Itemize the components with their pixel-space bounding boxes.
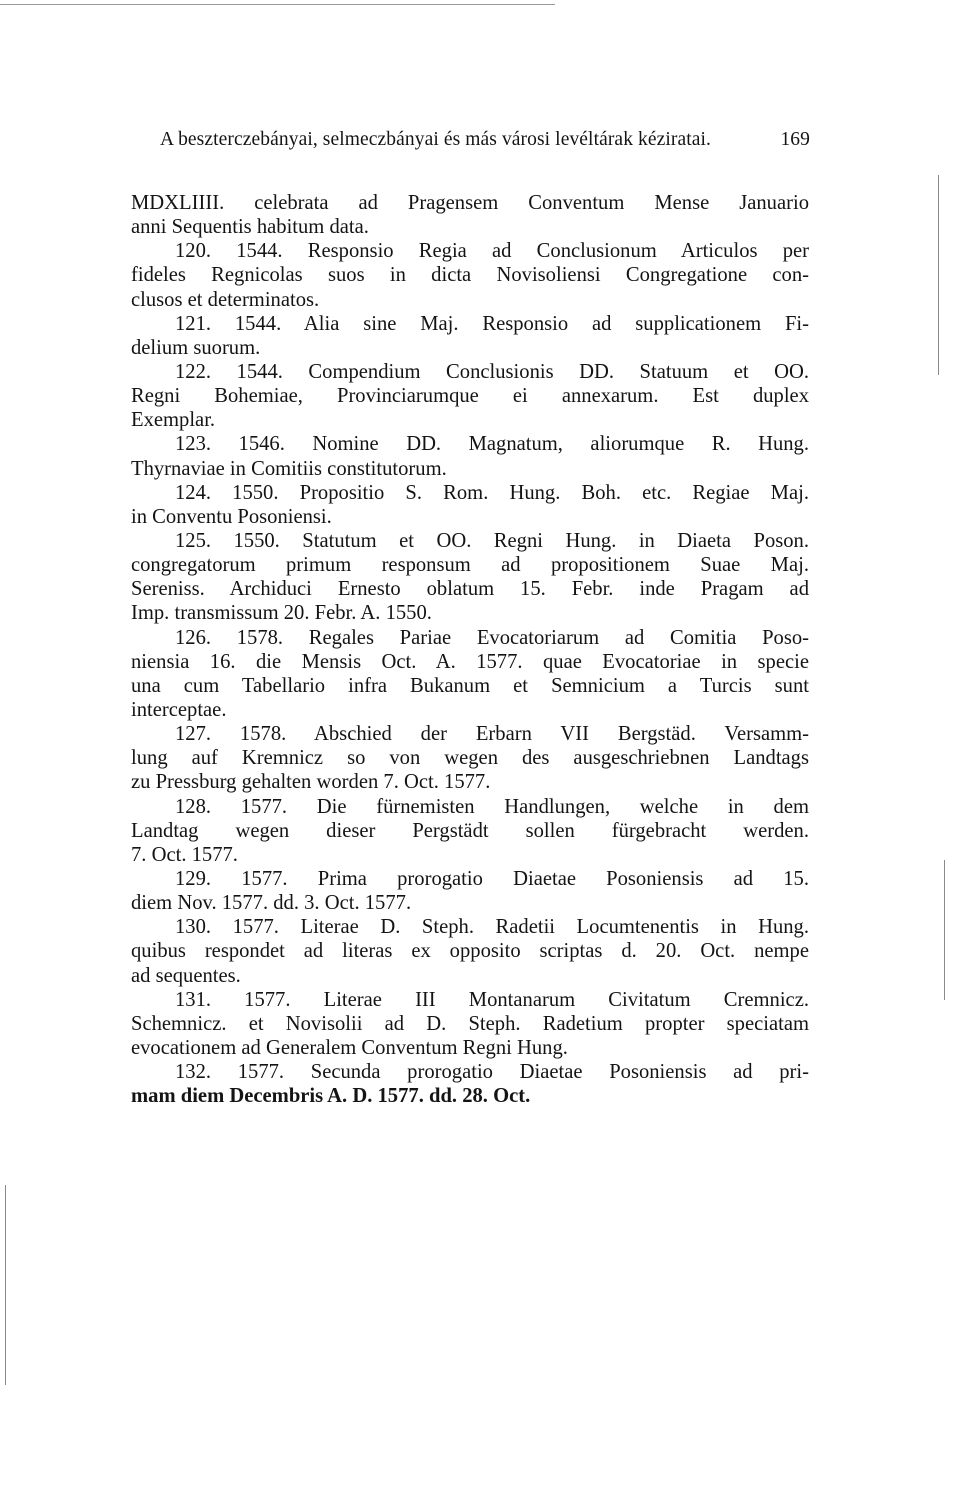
text-line: fideles Regnicolas suos in dicta Novisoliensi Congregatione con- [131,264,809,287]
text-line: quibus respondet ad literas ex opposito scriptas d. 20. Oct. nempe [131,940,809,963]
text-line: evocationem ad Generalem Conventum Regni Hung. [131,1036,568,1059]
text-line: Schemnicz. et Novisolii ad D. Steph. Radetium propter speciatam [131,1012,809,1035]
text-line: Landtag wegen dieser Pergstädt sollen fürgebracht werden. [131,819,809,842]
text-line: 125. 1550. Statutum et OO. Regni Hung. in Diaeta Poson. [175,529,809,552]
text-line: 121. 1544. Alia sine Maj. Responsio ad supplicationem Fi- [175,312,809,335]
page-number: 169 [780,129,810,150]
text-line: 131. 1577. Literae III Montanarum Civitatum Cremnicz. [175,988,809,1011]
text-line: Imp. transmissum 20. Febr. A. 1550. [131,602,432,625]
text-line: 130. 1577. Literae D. Steph. Radetii Locumtenentis in Hung. [175,916,809,939]
margin-line [5,1185,6,1385]
text-line: 127. 1578. Abschied der Erbarn VII Bergstäd. Versamm- [175,723,809,746]
text-line: interceptae. [131,698,227,721]
text-line: 132. 1577. Secunda prorogatio Diaetae Posoniensis ad pri- [175,1061,809,1084]
text-line: 126. 1578. Regales Pariae Evocatoriarum ad Comitia Poso- [175,626,809,649]
text-line: 124. 1550. Propositio S. Rom. Hung. Boh. etc. Regiae Maj. [175,481,809,504]
text-line: 120. 1544. Responsio Regia ad Conclusionum Articulos per [175,240,809,263]
text-line: 129. 1577. Prima prorogatio Diaetae Posoniensis ad 15. [175,867,809,890]
text-line: 128. 1577. Die fürnemisten Handlungen, welche in dem [175,795,809,818]
text-line: mam diem Decembris A. D. 1577. dd. 28. Oct. [131,1085,531,1108]
page-top-rule [0,4,555,5]
text-line: clusos et determinatos. [131,288,320,311]
text-line: MDXLIIII. celebrata ad Pragensem Conventum Mense Januario [131,192,809,214]
text-line: una cum Tabellario infra Bukanum et Semnicium a Turcis sunt [131,674,809,697]
text-line: Exemplar. [131,409,216,432]
catalogue-entries [131,191,809,1108]
text-line: 123. 1546. Nomine DD. Magnatum, aliorumque R. Hung. [175,433,809,456]
text-line: 7. Oct. 1577. [131,843,238,866]
text-line: 122. 1544. Compendium Conclusionis DD. Statuum et OO. [175,360,809,383]
text-line: delium suorum. [131,336,261,359]
text-line: ad sequentes. [131,964,241,987]
text-line: Thyrnaviae in Comitiis constitutorum. [131,457,447,480]
running-head [160,129,810,151]
text-line: congregatorum primum responsum ad propositionem Suae Maj. [131,554,809,577]
text-line: Sereniss. Archiduci Ernesto oblatum 15. Febr. inde Pragam ad [131,578,809,601]
text-line: in Conventu Posoniensi. [131,505,332,528]
running-head-title: A beszterczebányai, selmeczbányai és más városi levéltárak kéziratai. [160,129,712,150]
text-line: Regni Bohemiae, Provinciarumque ei annexarum. Est duplex [131,385,809,408]
text-line: zu Pressburg gehalten worden 7. Oct. 1577. [131,771,491,794]
text-line: anni Sequentis habitum data. [131,216,369,239]
margin-line [944,860,945,1000]
margin-line [938,175,939,375]
text-line: lung auf Kremnicz so von wegen des ausgeschriebnen Landtags [131,747,809,770]
text-line: diem Nov. 1577. dd. 3. Oct. 1577. [131,892,412,915]
text-line: niensia 16. die Mensis Oct. A. 1577. quae Evocatoriae in specie [131,650,809,673]
